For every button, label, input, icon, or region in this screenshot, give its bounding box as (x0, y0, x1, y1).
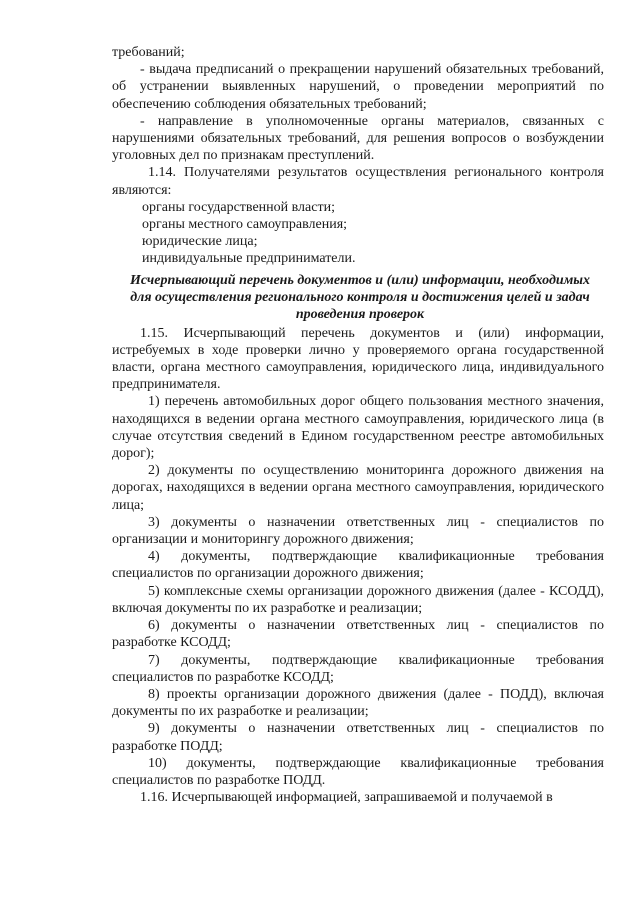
document-list-item: 2) документы по осуществлению мониторинга дорожного движения на дорогах, находящихся в ведении органа местного самоуправления, юридического лица; (112, 463, 604, 513)
document-list-item: 10) документы, подтверждающие квалификационные требования специалистов по разработке ПОДД. (112, 755, 604, 788)
bullet-prescriptions: - выдача предписаний о прекращении нарушений обязательных требований, об устранении выявленных нарушений, о проведении мероприятий по обеспечению соблюдения обязательных требований; (112, 62, 604, 112)
document-list-item: 5) комплексные схемы организации дорожного движения (далее - КСОДД), включая документы по их разработке и реализации; (112, 583, 604, 616)
document-list-item: 8) проекты организации дорожного движения (далее - ПОДД), включая документы по их разработке и реализации; (112, 686, 604, 720)
recipient-item: органы местного самоуправления; (142, 217, 348, 233)
bullet-materials: - направление в уполномоченные органы материалов, связанных с нарушениями обязательных требований, для решения вопросов о возбуждении уголовных дел по признакам преступлений. (112, 113, 604, 164)
document-list-item: 4) документы, подтверждающие квалификационные требования специалистов по организации дорожного движения; (112, 549, 604, 582)
section-heading: Исчерпывающий перечень документов и (или) информации, необходимых для осуществления регионального контроля и достижения целей и задач проведения проверок (129, 272, 590, 322)
document-list-item: 7) документы, подтверждающие квалификационные требования специалистов по разработке КСОДД; (112, 652, 604, 685)
clause-1-15: 1.15. Исчерпывающий перечень документов и (или) информации, истребуемых в ходе проверки лично у проверяемого органа государственной власти, органа местного самоуправления, юридического лица, индивидуального предпринимателя. (112, 325, 604, 393)
clause-1-16: 1.16. Исчерпывающей информацией, запрашиваемой и получаемой в (140, 790, 553, 806)
clause-1-14: 1.14. Получателями результатов осуществления регионального контроля являются: (112, 165, 604, 198)
recipient-item: индивидуальные предприниматели. (142, 251, 356, 267)
document-list-item: 3) документы о назначении ответственных лиц - специалистов по организации и мониторингу дорожного движения; (112, 514, 604, 548)
text-continuation: требований; (112, 45, 185, 60)
document-list-item: 9) документы о назначении ответственных лиц - специалистов по разработке ПОДД; (112, 721, 604, 754)
recipient-item: юридические лица; (142, 234, 258, 250)
document-list-item: 6) документы о назначении ответственных лиц - специалистов по разработке КСОДД; (112, 618, 604, 651)
document-list-item: 1) перечень автомобильных дорог общего пользования местного значения, находящихся в ведении органа местного самоуправления, юридического лица (в случае отсутствия сведений в Едином государственном реестре автомобильных дорог); (112, 394, 604, 462)
recipient-item: органы государственной власти; (142, 199, 335, 215)
